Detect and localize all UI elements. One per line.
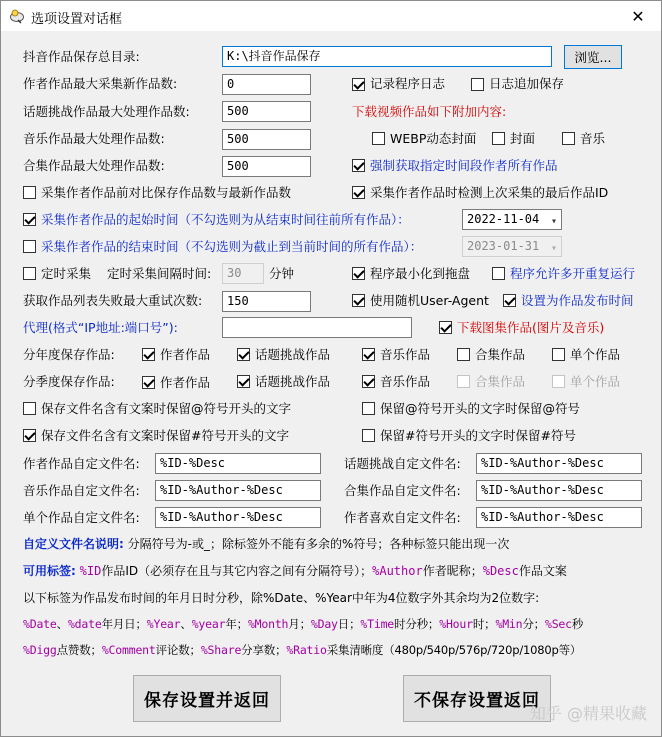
tag-id: %ID (79, 564, 102, 578)
tag-year-desc: 年； (225, 617, 248, 631)
close-icon: ✕ (631, 6, 645, 26)
record-log-checkbox[interactable] (352, 78, 365, 91)
liked-name-input[interactable]: %ID-%Author-%Desc (476, 507, 642, 528)
tag-digg: %Digg (23, 643, 57, 657)
tag-year: %Year (146, 617, 181, 631)
tag-min: %Min (495, 617, 523, 631)
keep-hash-label: 保存文件名含有文案时保留#符号开头的文字 (41, 428, 289, 443)
append-log-label: 日志追加保存 (489, 76, 565, 91)
year-author-label: 作者作品 (160, 347, 211, 362)
tag-hour-desc: 时； (472, 617, 496, 631)
tag-month: %Month (247, 617, 289, 631)
download-images-label: 下载图集作品(图片及音乐) (457, 320, 605, 335)
cover-checkbox[interactable] (492, 132, 505, 145)
topic-max-label: 话题挑战作品最大处理作品数: (23, 104, 190, 119)
tag-digg-desc: 点赞数； (56, 643, 102, 657)
webp-cover-label: WEBP动态封面 (390, 131, 477, 146)
start-time-checkbox[interactable] (23, 213, 36, 226)
end-time-picker[interactable] (462, 236, 562, 257)
tag-date: %Date (23, 617, 57, 631)
topic-name-label: 话题挑战自定文件名: (344, 456, 461, 471)
single-name-label: 单个作品自定文件名: (23, 510, 140, 525)
quarter-collection-checkbox[interactable] (457, 375, 470, 388)
collection-name-label: 合集作品自定文件名: (344, 483, 461, 498)
liked-name-label: 作者喜欢自定文件名: (344, 510, 461, 525)
quarter-topic-checkbox[interactable] (237, 375, 250, 388)
tag-ratio: %Ratio (286, 643, 327, 657)
tag-sec: %Sec (544, 617, 572, 631)
title-bar (1, 1, 661, 31)
collection-name-input[interactable]: %ID-%Author-%Desc (476, 480, 642, 501)
end-time-checkbox[interactable] (23, 240, 36, 253)
close-button[interactable] (615, 1, 661, 31)
year-music-checkbox[interactable] (362, 348, 375, 361)
keep-at-checkbox[interactable] (23, 402, 36, 415)
quarter-topic-label: 话题挑战作品 (255, 374, 331, 389)
start-time-picker[interactable] (462, 209, 562, 230)
multi-open-label: 程序允许多开重复运行 (510, 266, 636, 281)
save-dir-label: 抖音作品保存总目录: (23, 49, 140, 64)
tag-desc-desc: 作品文案 (518, 564, 567, 578)
minimize-checkbox[interactable] (352, 267, 365, 280)
tag-hour: %Hour (439, 617, 473, 631)
multi-open-checkbox[interactable] (492, 267, 505, 280)
check-last-label: 采集作者作品时检测上次采集的最后作品ID (370, 185, 609, 200)
retry-input[interactable]: 150 (222, 291, 311, 312)
timer-interval-input[interactable]: 30 (222, 263, 264, 284)
tag-desc: %Desc (482, 564, 519, 578)
tag-ratio-desc: 采集清晰度（480p/540p/576p/720p/1080p等） (326, 643, 582, 657)
year-single-label: 单个作品 (570, 347, 621, 362)
compare-label: 采集作者作品前对比保存作品数与最新作品数 (41, 185, 292, 200)
tag-min-desc: 分； (522, 617, 545, 631)
tag-share: %Share (200, 643, 242, 657)
topic-max-input[interactable]: 500 (222, 101, 311, 122)
tag-day: %Day (310, 617, 338, 631)
publish-time-checkbox[interactable] (503, 294, 516, 307)
music-name-label: 音乐作品自定文件名: (23, 483, 140, 498)
help-line-3: 以下标签为作品发布时间的年月日时分秒，除%Date、%Year中年为4位数字外其余均为2位数字: (23, 591, 540, 605)
end-time-label: 采集作者作品的结束时间（不勾选则为截止到当前时间的所有作品）： (41, 239, 423, 254)
tag-date-desc: 年月日； (101, 617, 147, 631)
quarter-author-label: 作者作品 (160, 375, 211, 390)
random-ua-checkbox[interactable] (352, 294, 365, 307)
retry-label: 获取作品列表失败最大重试次数: (23, 293, 203, 308)
quarter-author-checkbox[interactable] (142, 376, 155, 389)
app-icon (9, 8, 25, 24)
quarter-music-label: 音乐作品 (380, 374, 431, 389)
cover-label: 封面 (510, 131, 536, 146)
help-line-5 (23, 641, 581, 659)
keep-hash-symbol-label: 保留#符号开头的文字时保留#符号 (380, 428, 576, 443)
tag-day-desc: 日； (337, 617, 361, 631)
music-extra-checkbox[interactable] (562, 132, 575, 145)
year-music-label: 音乐作品 (380, 347, 431, 362)
tag-sep-a: 、 (56, 617, 68, 631)
chevron-down-icon: ▾ (550, 243, 557, 254)
tag-month-desc: 月； (288, 617, 311, 631)
proxy-label: 代理(格式“IP地址:端口号”): (23, 320, 178, 335)
year-topic-checkbox[interactable] (237, 348, 250, 361)
help-line-1 (23, 535, 509, 553)
music-extra-label: 音乐 (580, 131, 606, 146)
append-log-checkbox[interactable] (471, 78, 484, 91)
window-title: 选项设置对话框 (31, 12, 123, 27)
quarter-single-label: 单个作品 (570, 374, 621, 389)
tags-title: 可用标签: (23, 564, 76, 578)
timer-checkbox[interactable] (23, 267, 36, 280)
help-line-1-text: 分隔符号为-或_；除标签外不能有多余的%符号；各种标签只能出现一次 (127, 537, 510, 551)
tag-comment: %Comment (101, 643, 156, 657)
tag-comment-desc: 评论数； (155, 643, 201, 657)
tag-author-desc: 作者昵称； (422, 564, 483, 578)
tag-time: %Time (360, 617, 395, 631)
timer-unit: 分钟 (269, 266, 295, 281)
keep-at-label: 保存文件名含有文案时保留@符号开头的文字 (41, 401, 292, 416)
tag-sep-b: 、 (180, 617, 192, 631)
tag-share-desc: 分享数； (241, 643, 287, 657)
author-max-input[interactable]: 0 (222, 74, 311, 95)
year-collection-checkbox[interactable] (457, 348, 470, 361)
year-save-label: 分年度保存作品: (23, 347, 115, 362)
author-name-label: 作者作品自定文件名: (23, 456, 140, 471)
webp-cover-checkbox[interactable] (372, 132, 385, 145)
year-single-checkbox[interactable] (552, 348, 565, 361)
year-author-checkbox[interactable] (142, 348, 155, 361)
start-time-label: 采集作者作品的起始时间（不勾选则为从结束时间往前所有作品）： (41, 212, 410, 227)
keep-at-symbol-checkbox[interactable] (362, 402, 375, 415)
collection-max-label: 合集作品最大处理作品数: (23, 158, 165, 173)
author-max-label: 作者作品最大采集新作品数: (23, 76, 178, 91)
save-and-return-button[interactable]: 保存设置并返回 (133, 675, 281, 722)
quarter-single-checkbox[interactable] (552, 375, 565, 388)
collection-max-input[interactable]: 500 (222, 156, 311, 177)
timer-interval-label: 定时采集间隔时间: (107, 266, 212, 281)
quarter-music-checkbox[interactable] (362, 375, 375, 388)
random-ua-label: 使用随机User-Agent (370, 293, 489, 308)
music-max-label: 音乐作品最大处理作品数: (23, 131, 165, 146)
author-name-input[interactable]: %ID-%Desc (155, 453, 321, 474)
timer-label: 定时采集 (41, 266, 92, 281)
download-images-checkbox[interactable] (439, 321, 452, 334)
save-dir-input[interactable]: K:\抖音作品保存 (222, 46, 552, 67)
help-title: 自定义文件名说明: (23, 537, 124, 551)
end-time-value: 2023-01-31 (467, 239, 540, 253)
return-without-save-button[interactable]: 不保存设置返回 (403, 675, 551, 722)
tag-year-lower: %year (191, 617, 226, 631)
keep-at-symbol-label: 保留@符号开头的文字时保留@符号 (380, 401, 581, 416)
check-last-checkbox[interactable] (352, 186, 365, 199)
help-line-2 (23, 562, 567, 580)
record-log-label: 记录程序日志 (370, 76, 446, 91)
proxy-input[interactable] (222, 317, 412, 338)
chevron-down-icon: ▾ (550, 216, 557, 227)
topic-name-input[interactable]: %ID-%Author-%Desc (476, 453, 642, 474)
single-name-input[interactable]: %ID-%Author-%Desc (155, 507, 321, 528)
watermark: 知乎 @精果收藏 (529, 704, 647, 723)
tag-author: %Author (372, 564, 423, 578)
quarter-collection-label: 合集作品 (475, 374, 526, 389)
minimize-label: 程序最小化到拖盘 (370, 266, 471, 281)
force-time-checkbox[interactable] (352, 159, 365, 172)
music-name-input[interactable]: %ID-%Author-%Desc (155, 480, 321, 501)
music-max-input[interactable]: 500 (222, 129, 311, 150)
keep-hash-symbol-checkbox[interactable] (362, 429, 375, 442)
force-time-label: 强制获取指定时间段作者所有作品 (370, 158, 558, 173)
tag-sec-desc: 秒 (571, 617, 584, 631)
publish-time-label: 设置为作品发布时间 (521, 293, 634, 308)
tag-time-desc: 时分秒； (394, 617, 440, 631)
tag-id-desc: 作品ID（必须存在且与其它内容之间有分隔符号）； (101, 564, 373, 578)
tag-date-lower: %date (67, 617, 102, 631)
quarter-save-label: 分季度保存作品: (23, 374, 115, 389)
video-extra-title: 下载视频作品如下附加内容: (352, 104, 507, 119)
year-collection-label: 合集作品 (475, 347, 526, 362)
start-time-value: 2022-11-04 (467, 212, 540, 226)
browse-button[interactable]: 浏览... (564, 45, 622, 69)
compare-checkbox[interactable] (23, 186, 36, 199)
keep-hash-checkbox[interactable] (23, 429, 36, 442)
help-line-4 (23, 615, 583, 633)
year-topic-label: 话题挑战作品 (255, 347, 331, 362)
